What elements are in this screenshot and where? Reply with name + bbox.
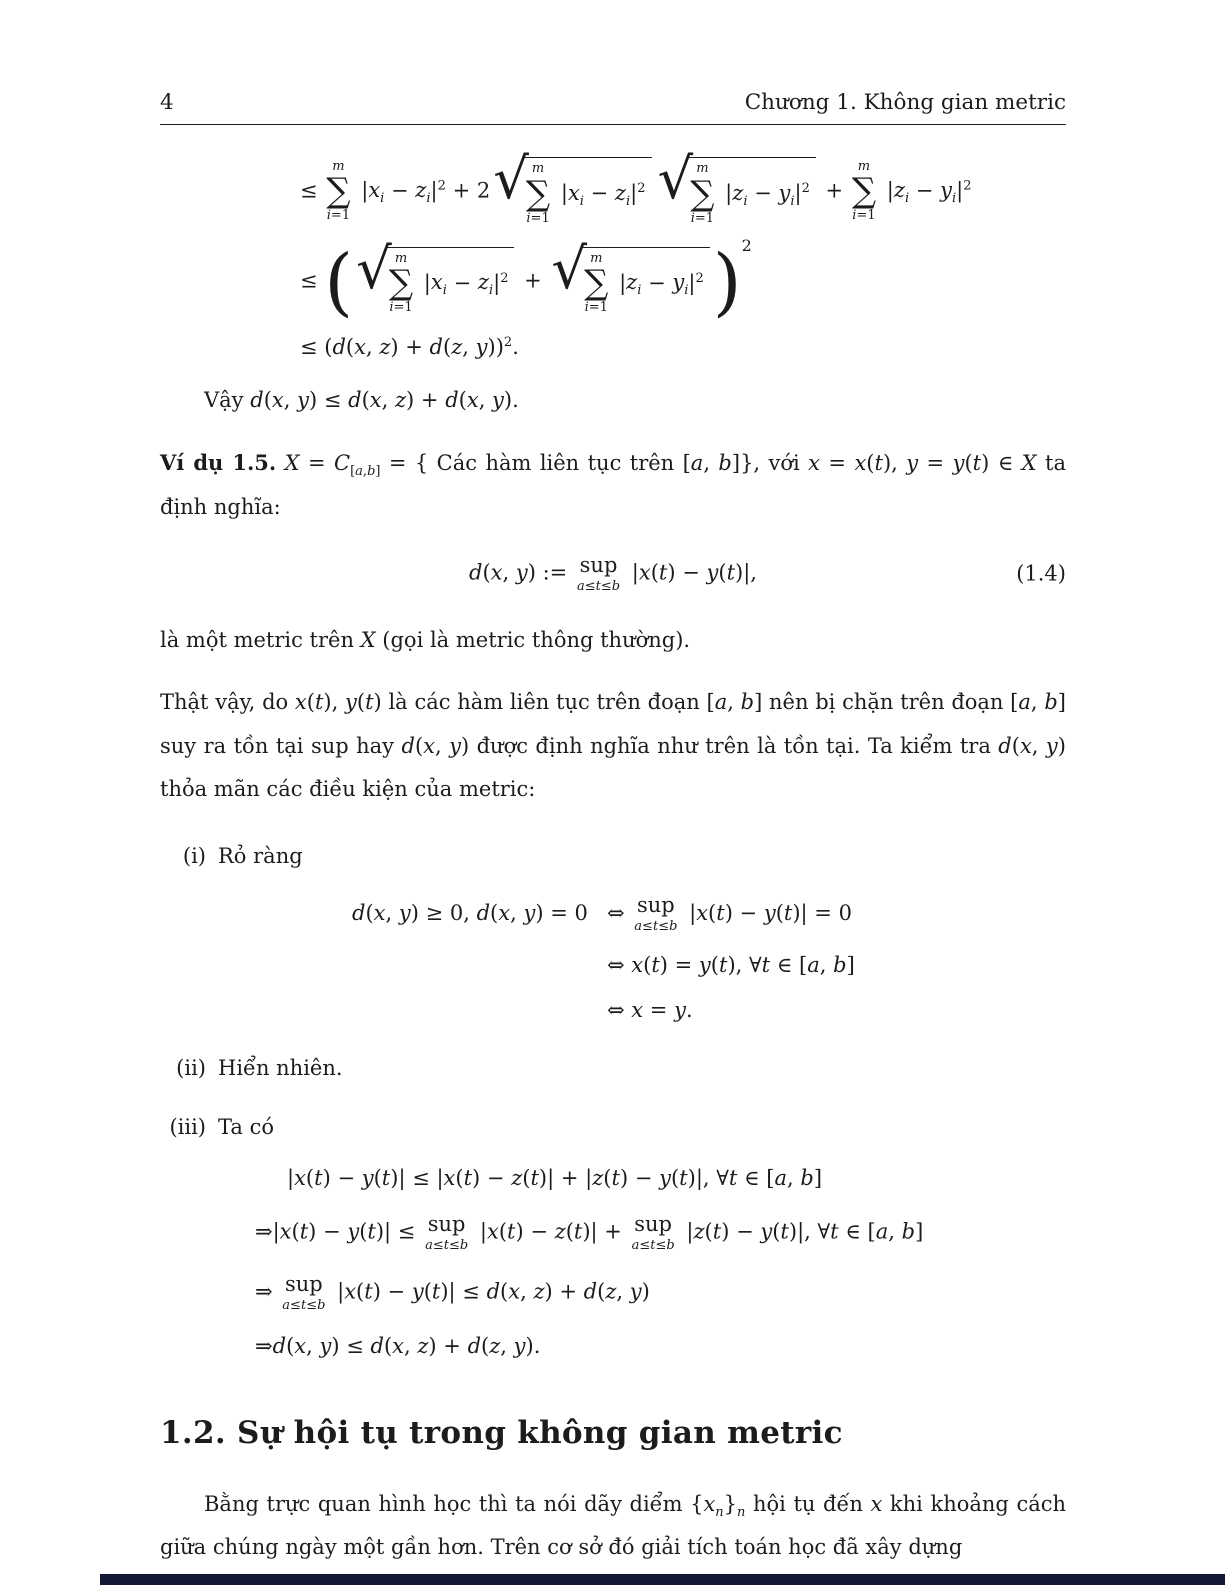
item-ii-text: Hiển nhiên. — [218, 1055, 343, 1080]
equation-1-4: d(x, y) := sup a≤t≤b |x(t) − y(t)|, — [469, 553, 757, 595]
triangle-inequality-block — [255, 1166, 1066, 1358]
header-rule — [160, 124, 1066, 125]
item-i-label: (i) — [182, 843, 206, 868]
equivalence-line-3-right: ⇔ x = y. — [607, 998, 693, 1023]
item-ii-label: (ii) — [176, 1055, 206, 1080]
page-header — [160, 90, 1066, 124]
equivalence-line-1-right: ⇔ sup a≤t≤b |x(t) − y(t)| = 0 — [607, 893, 852, 935]
numbered-equation-row — [160, 555, 1066, 593]
section-heading: 1.2. Sự hội tụ trong không gian metric — [160, 1414, 843, 1451]
item-i-text: Rỏ ràng — [218, 843, 303, 868]
derivation-line-1: ≤ m ∑ i=1 $|x_i - z_i|^2 + 2$ √ m ∑ i=1 $|x_i - z_i|^2$ √ m ∑ i=1 $|z_i - y_i|^2$ + m ∑ i=1 $|z_i - y_i|^2$ — [300, 147, 972, 226]
list-item-ii — [160, 1054, 1066, 1083]
chain-line-3: ⇒ sup a≤t≤b |x(t) − y(t)| ≤ d(x, z) + d(z, y) — [255, 1271, 650, 1313]
item-iii-label: (iii) — [169, 1115, 206, 1140]
equivalence-line-2-right: ⇔ x(t) = y(t), ∀t ∈ [a, b] — [607, 953, 855, 978]
example-explanation: Thật vậy, do x(t), y(t) là các hàm liên tục trên đoạn [a, b] nên bị chặn trên đoạn [a, b] suy ra tồn tại sup hay d(x, y) được định nghĩa như trên là tồn tại. Ta kiểm tra d(x, y) thỏa mãn các điều kiện của metric: — [160, 689, 1066, 802]
equivalence-line-1-left: d(x, y) ≥ 0, d(x, y) = 0 — [352, 900, 588, 925]
document-page — [160, 90, 1066, 1588]
chain-line-1: |x(t) − y(t)| ≤ |x(t) − z(t)| + |z(t) − y(t)|, ∀t ∈ [a, b] — [287, 1166, 823, 1191]
chain-line-4: ⇒d(x, y) ≤ d(x, z) + d(z, y). — [255, 1333, 541, 1358]
list-item-i — [160, 842, 1066, 871]
derivation-line-3: ≤ (d(x, z) + d(z, y))$^2$. — [300, 335, 519, 360]
page-bottom-bar — [100, 1574, 1225, 1585]
list-item-iii — [160, 1113, 1066, 1142]
inequality-derivation — [300, 147, 1066, 360]
equivalence-line-1 — [352, 895, 1066, 933]
equivalence-block — [352, 895, 1066, 1023]
example-paragraph: Ví dụ 1.5. $X = C_{[a,b]}$ = { Các hàm liên tục trên [a, b]}, với x = x(t), y = y(t) ∈ X ta định nghĩa: — [160, 449, 1067, 519]
chapter-title: Chương 1. Không gian metric — [744, 90, 1066, 115]
page-number: 4 — [160, 90, 174, 115]
derivation-line-2: ≤ ( √ m ∑ i=1 $|x_i - z_i|^2$ + √ m ∑ i=1 $|z_i - y_i|^2$ )$^2$ — [300, 235, 752, 325]
closing-paragraph: Bằng trực quan hình học thì ta nói dãy diểm $\{x_n\}_n$ hội tụ đến x khi khoảng cách giữa chúng ngày một gần hơn. Trên cơ sở đó giải tích toán học đã xây dựng — [160, 1491, 1067, 1560]
equation-number: (1.4) — [1016, 561, 1066, 586]
equivalence-line-3 — [352, 998, 1066, 1023]
chain-line-2: ⇒|x(t) − y(t)| ≤ sup a≤t≤b |x(t) − z(t)| + sup a≤t≤b |z(t) − y(t)|, ∀t ∈ [a, b] — [255, 1211, 924, 1253]
derivation-conclusion: Vậy d(x, y) ≤ d(x, z) + d(x, y). — [204, 388, 519, 413]
item-iii-text: Ta có — [218, 1115, 274, 1140]
metric-note: là một metric trên X (gọi là metric thông thường). — [160, 628, 691, 653]
equivalence-line-2 — [352, 953, 1066, 978]
